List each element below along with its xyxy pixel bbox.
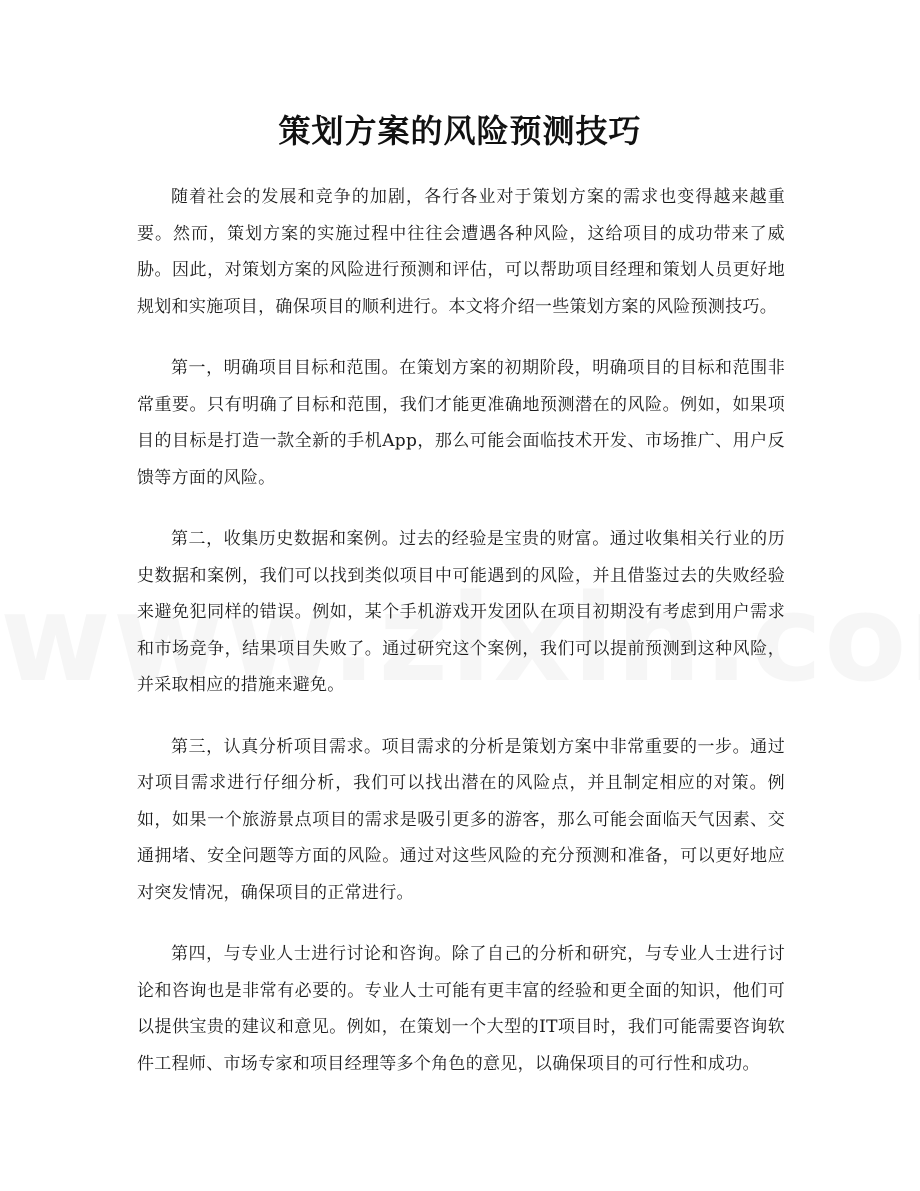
document-body [137,179,785,1107]
paragraph-first: 第一，明确项目目标和范围。在策划方案的初期阶段，明确项目的目标和范围非常重要。只有明确了目标和范围，我们才能更准确地预测潜在的风险。例如，如果项目的目标是打造一款全新的手机App，那么可能会面临技术开发、市场推广、用户反馈等方面的风险。 [137,358,785,488]
paragraph-third: 第三，认真分析项目需求。项目需求的分析是策划方案中非常重要的一步。通过对项目需求进行仔细分析，我们可以找出潜在的风险点，并且制定相应的对策。例如，如果一个旅游景点项目的需求是吸引更多的游客，那么可能会面临天气因素、交通拥堵、安全问题等方面的风险。通过对这些风险的充分预测和准备，可以更好地应对突发情况，确保项目的正常进行。 [137,736,785,903]
paragraph-fourth: 第四，与专业人士进行讨论和咨询。除了自己的分析和研究，与专业人士进行讨论和咨询也是非常有必要的。专业人士可能有更丰富的经验和更全面的知识，他们可以提供宝贵的建议和意见。例如，在策划一个大型的IT项目时，我们可能需要咨询软件工程师、市场专家和项目经理等多个角色的意见，以确保项目的可行性和成功。 [137,944,785,1074]
document-title: 策划方案的风险预测技巧 [278,112,642,150]
paragraph-second: 第二，收集历史数据和案例。过去的经验是宝贵的财富。通过收集相关行业的历史数据和案例，我们可以找到类似项目中可能遇到的风险，并且借鉴过去的失败经验来避免犯同样的错误。例如，某个手机游戏开发团队在项目初期没有考虑到用户需求和市场竞争，结果项目失败了。通过研究这个案例，我们可以提前预测到这种风险，并采取相应的措施来避免。 [137,529,785,695]
paragraph-intro: 随着社会的发展和竞争的加剧，各行各业对于策划方案的需求也变得越来越重要。然而，策划方案的实施过程中往往会遭遇各种风险，这给项目的成功带来了威胁。因此，对策划方案的风险进行预测和评估，可以帮助项目经理和策划人员更好地规划和实施项目，确保项目的顺利进行。本文将介绍一些策划方案的风险预测技巧。 [137,187,785,317]
